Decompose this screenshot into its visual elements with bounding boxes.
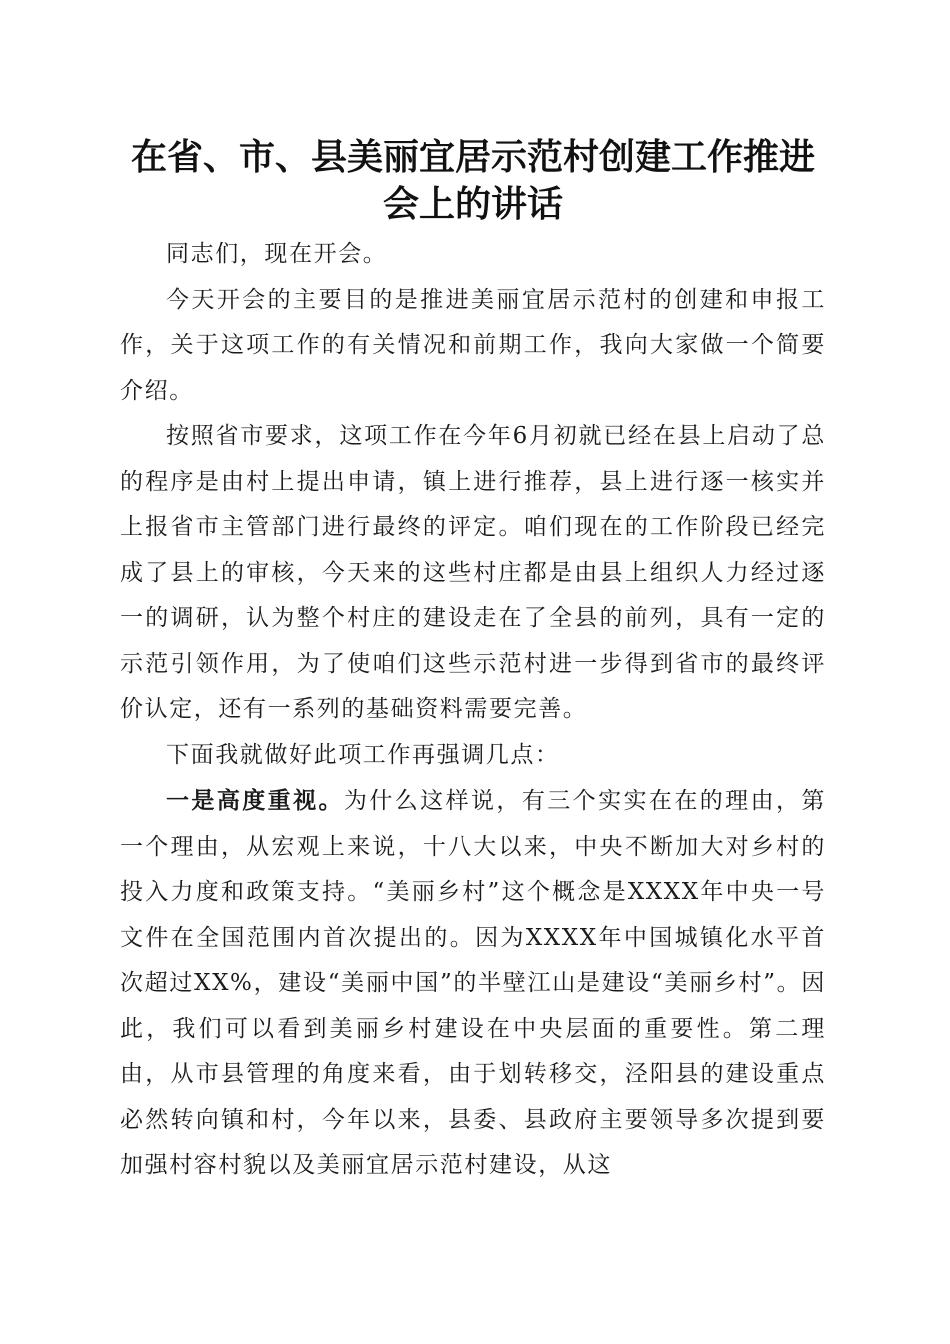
document-title: 在省、市、县美丽宜居示范村创建工作推进会上的讲话 (130, 136, 815, 225)
point-one-heading: 一是高度重视。 (166, 787, 344, 814)
paragraph-greeting: 同志们，现在开会。 (166, 241, 388, 267)
point-one-text: 为什么这样说，有三个实实在在的理由，第一个理由，从宏观上来说，十八大以来，中央不断加大对乡村的投入力度和政策支持。“美丽乡村”这个概念是XXXX年中央一号文件在全国范围内首次提出的。因为XXXX年中国城镇化水平首次超过XX%，建设“美丽中国”的半壁江山是建设“美丽乡村”。因此，我们可以看到美丽乡村建设在中央层面的重要性。第二理由，从市县管理的角度来看，由于划转移交，泾阳县的建设重点必然转向镇和村，今年以来，县委、县政府主要领导多次提到要加强村容村貌以及美丽宜居示范村建设，从这 (120, 788, 827, 1178)
paragraph-background: 按照省市要求，这项工作在今年6月初就已经在县上启动了总的程序是由村上提出申请，镇上进行推荐，县上进行逐一核实并上报省市主管部门进行最终的评定。咱们现在的工作阶段已经完成了县上的审核，今天来的这些村庄都是由县上组织人力经过逐一的调研，认为整个村庄的建设走在了全县的前列，具有一定的示范引领作用，为了使咱们这些示范村进一步得到省市的最终评价认定，还有一系列的基础资料需要完善。 (120, 423, 826, 722)
paragraph-purpose: 今天开会的主要目的是推进美丽宜居示范村的创建和申报工作，关于这项工作的有关情况和前期工作，我向大家做一个简要介绍。 (120, 286, 826, 404)
paragraph-point-one (120, 778, 826, 1189)
paragraph-intro-points: 下面我就做好此项工作再强调几点： (166, 741, 560, 768)
document-body (120, 134, 826, 1189)
